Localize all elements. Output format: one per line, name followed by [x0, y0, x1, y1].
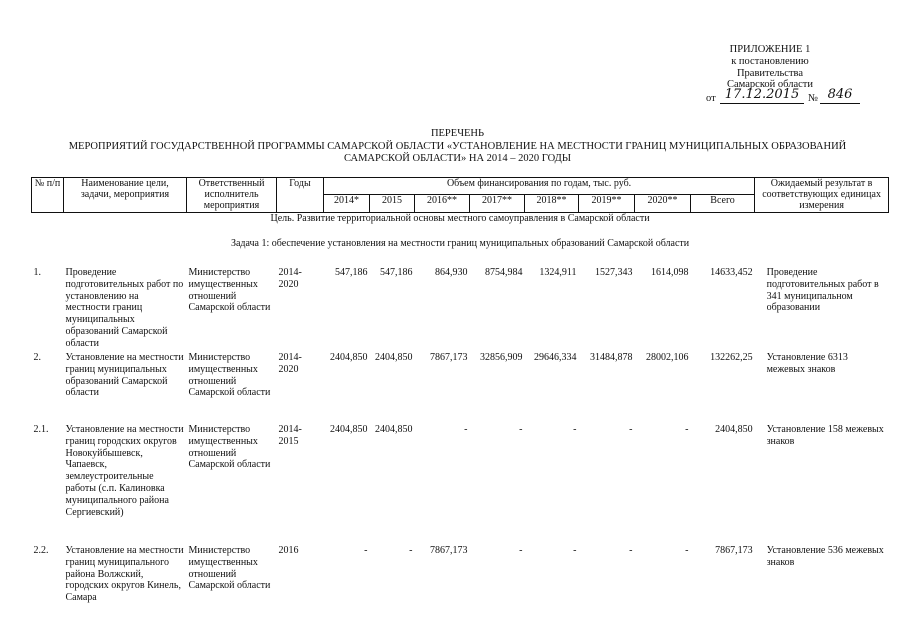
appendix-date: 17.12.2015	[720, 88, 804, 104]
row-total: 7867,173	[715, 545, 753, 557]
row-value-2015: 547,186	[380, 267, 413, 279]
row-total: 2404,850	[715, 424, 753, 436]
row-value-2018: 29646,334	[534, 352, 577, 364]
task-row	[32, 228, 889, 267]
appendix-signature-line	[700, 87, 853, 106]
table-header	[32, 178, 889, 213]
row-value-2018: 1324,911	[539, 267, 577, 279]
appendix-line2: Самарской области	[727, 79, 813, 91]
row-value-2015: 2404,850	[375, 424, 413, 436]
row-name: Установление на местности границ муниципальных образований Самарской области	[65, 352, 184, 399]
appendix-line1: к постановлению Правительства	[731, 55, 809, 79]
goal-row	[32, 212, 889, 228]
row-years: 2014-2020	[278, 267, 302, 290]
header-2020: 2020**	[635, 195, 691, 212]
row-years: 2016	[278, 545, 299, 557]
row-result: Установление 6313 межевых знаков	[766, 352, 848, 375]
appendix-number: 846	[820, 88, 860, 104]
header-2016: 2016**	[415, 195, 470, 212]
header-funding: Объем финансирования по годам, тыс. руб.	[324, 178, 755, 195]
row-result: Установление 536 межевых знаков	[766, 545, 884, 568]
row-value-2014: 2404,850	[330, 424, 368, 436]
row-responsible: Министерство имущественных отношений Самарской области	[188, 424, 271, 471]
row-value-2020: 28002,106	[646, 352, 689, 364]
row-name: Установление на местности границ муниципального района Волжский, городских округов Кинель, Самара	[65, 545, 184, 604]
header-years: Годы	[277, 178, 324, 213]
row-responsible: Министерство имущественных отношений Самарской области	[188, 352, 271, 399]
row-years: 2014-2015	[278, 424, 302, 447]
measures-table	[31, 177, 889, 625]
header-num: № п/п	[32, 178, 64, 213]
appendix-number-sign: №	[808, 93, 819, 104]
row-value-2020: -	[685, 424, 689, 436]
row-value-2016: 7867,173	[430, 352, 468, 364]
row-responsible: Министерство имущественных отношений Самарской области	[188, 545, 271, 592]
appendix-from-label: от	[706, 93, 716, 104]
row-value-2020: -	[685, 545, 689, 557]
row-num: 1.	[33, 267, 41, 279]
row-total: 132262,25	[710, 352, 753, 364]
task-text: Задача 1: обеспечение установления на местности границ муниципальных образований Самарской области	[230, 238, 690, 250]
header-2014: 2014*	[324, 195, 370, 212]
row-responsible: Министерство имущественных отношений Самарской области	[188, 267, 271, 314]
header-2019: 2019**	[579, 195, 635, 212]
row-value-2019: 1527,343	[595, 267, 633, 279]
row-result: Установление 158 межевых знаков	[766, 424, 884, 447]
header-2017: 2017**	[470, 195, 525, 212]
table-row	[32, 352, 889, 424]
row-value-2016: 7867,173	[430, 545, 468, 557]
row-total: 14633,452	[710, 267, 753, 279]
appendix-title: ПРИЛОЖЕНИЕ 1	[729, 44, 811, 55]
header-2015: 2015	[370, 195, 415, 212]
row-years: 2014-2020	[278, 352, 302, 375]
row-value-2017: -	[519, 545, 523, 557]
row-value-2014: -	[364, 545, 368, 557]
table-row	[32, 545, 889, 625]
row-value-2017: 32856,909	[480, 352, 523, 364]
title-line-3: САМАРСКОЙ ОБЛАСТИ» НА 2014 – 2020 ГОДЫ	[344, 153, 571, 165]
row-name: Установление на местности границ городских округов Новокуйбышевск, Чапаевск, землеустроительные работы (с.п. Калиновка муниципального района Сергиевский)	[65, 424, 184, 518]
row-name: Проведение подготовительных работ по установлению на местности границ муниципальных образований Самарской области	[65, 267, 184, 349]
header-name: Наименование цели, задачи, мероприятия	[64, 178, 187, 213]
row-value-2016: 864,930	[435, 267, 468, 279]
row-value-2014: 2404,850	[330, 352, 368, 364]
header-result: Ожидаемый результат в соответствующих единицах измерения	[755, 178, 889, 213]
header-total: Всего	[691, 195, 755, 212]
row-value-2019: -	[629, 545, 633, 557]
row-value-2020: 1614,098	[651, 267, 689, 279]
appendix-block	[700, 44, 853, 106]
row-value-2015: 2404,850	[375, 352, 413, 364]
row-num: 2.	[33, 352, 41, 364]
title-line-2: МЕРОПРИЯТИЙ ГОСУДАРСТВЕННОЙ ПРОГРАММЫ САМАРСКОЙ ОБЛАСТИ «УСТАНОВЛЕНИЕ НА МЕСТНОСТИ ГРАНИЦ МУНИЦИПАЛЬНЫХ ОБРАЗОВАНИЙ	[68, 140, 847, 152]
row-value-2016: -	[464, 424, 468, 436]
header-responsible: Ответственный исполнитель мероприятия	[187, 178, 277, 213]
row-value-2017: 8754,984	[485, 267, 523, 279]
goal-text: Цель. Развитие территориальной основы местного самоуправления в Самарской области	[270, 212, 650, 224]
row-value-2017: -	[519, 424, 523, 436]
row-num: 2.2.	[33, 545, 49, 557]
row-value-2018: -	[573, 424, 577, 436]
header-2018: 2018**	[525, 195, 579, 212]
title-line-1: ПЕРЕЧЕНЬ	[430, 128, 485, 139]
row-value-2015: -	[409, 545, 413, 557]
row-result: Проведение подготовительных работ в 341 муниципальном образовании	[766, 267, 879, 314]
table-row	[32, 424, 889, 545]
document-title	[40, 128, 875, 166]
row-value-2019: 31484,878	[590, 352, 633, 364]
table-row	[32, 267, 889, 352]
row-value-2019: -	[629, 424, 633, 436]
row-num: 2.1.	[33, 424, 49, 436]
row-value-2018: -	[573, 545, 577, 557]
row-value-2014: 547,186	[335, 267, 368, 279]
